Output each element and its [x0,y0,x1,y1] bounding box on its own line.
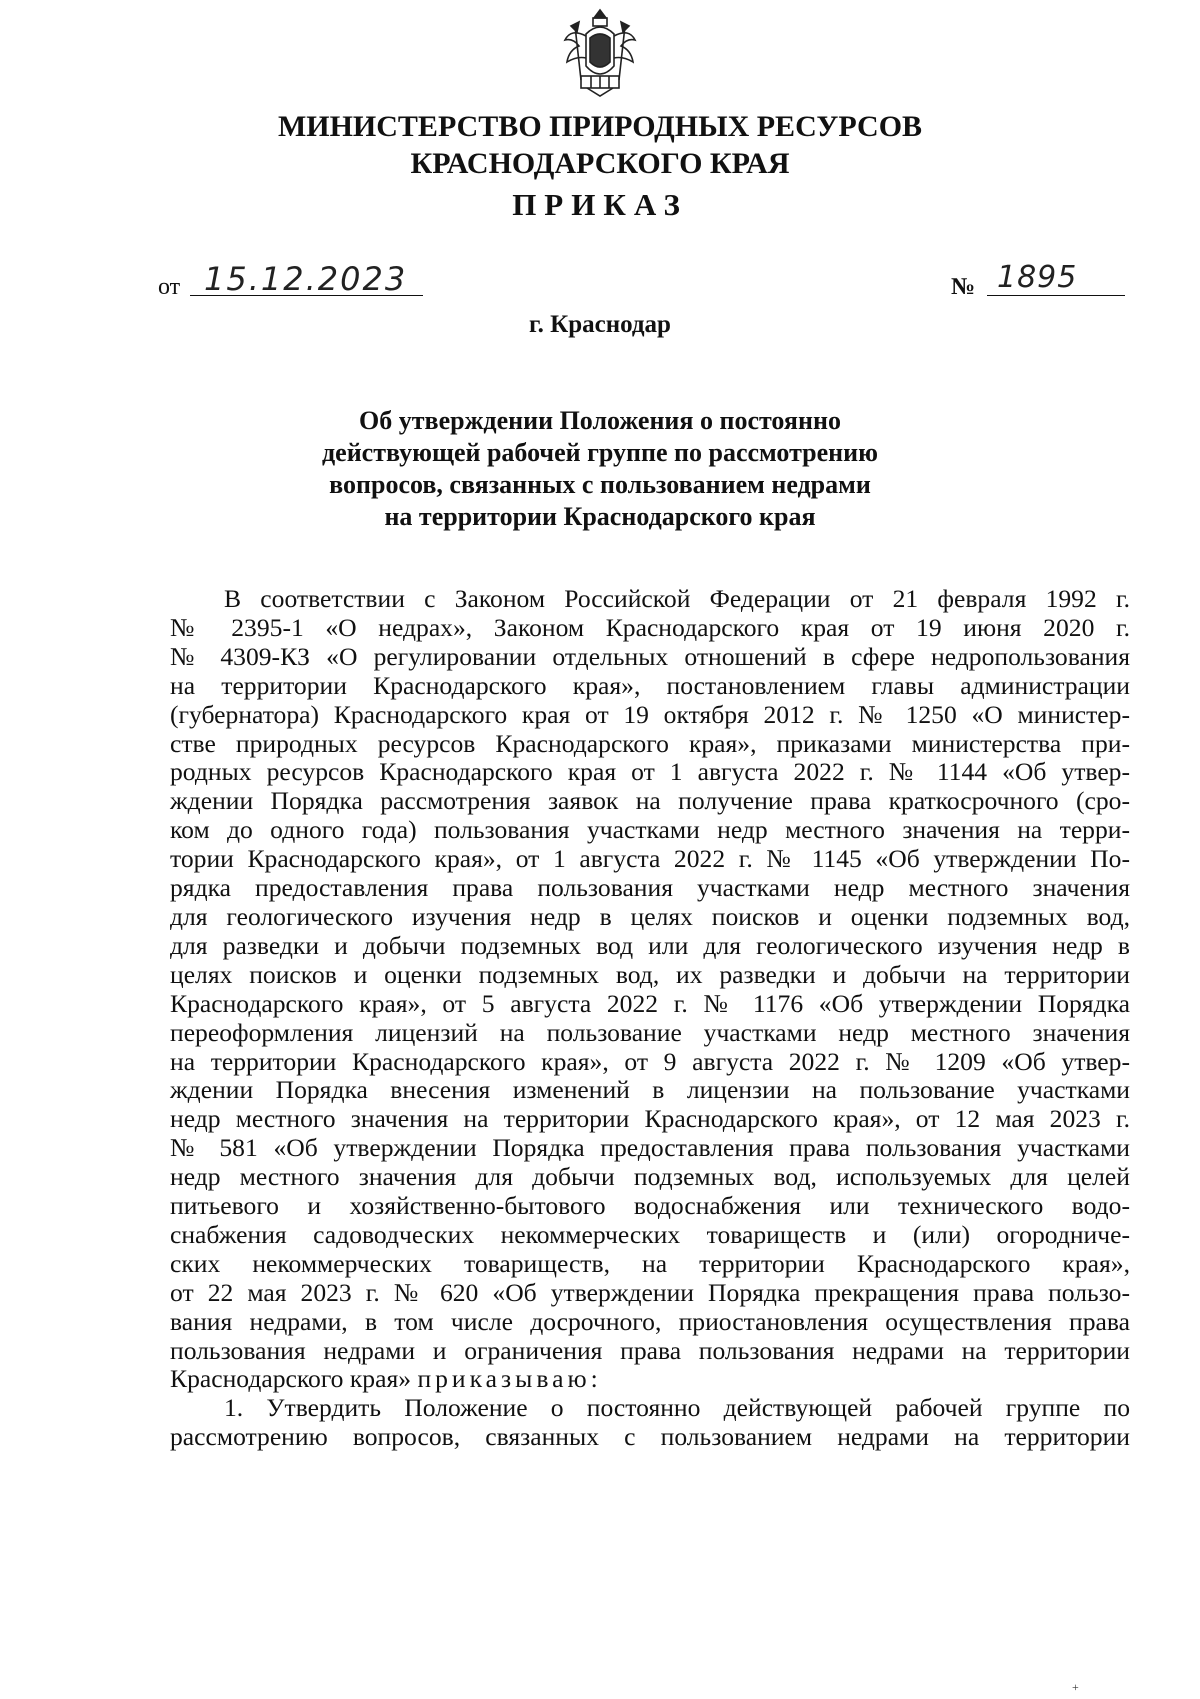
subject-line-1: Об утверждении Положения о постоянно [359,406,841,435]
coat-of-arms-icon [557,6,643,100]
body-line: целях поисков и оценки подземных вод, их разведки и добычи на территории [170,959,1130,989]
body-line: ских некоммерческих товариществ, на территории Краснодарского края», [170,1248,1130,1278]
body-line: пользования недрами и ограничения права пользования недрами на территории [170,1335,1130,1365]
ministry-line-2: КРАСНОДАРСКОГО КРАЯ [410,147,790,180]
closing-word: приказываю: [417,1364,602,1394]
body-line: питьевого и хозяйственно-бытового водоснабжения или технического водо- [170,1191,1130,1221]
body-line: переоформления лицензий на пользование участками недр местного значения [170,1017,1130,1047]
body-line: снабжения садоводческих некоммерческих товариществ и (или) огородниче- [170,1219,1130,1249]
subject-line-3: вопросов, связанных с пользованием недрами [329,470,871,499]
body-line: стве природных ресурсов Краснодарского края», приказами министерства при- [170,728,1130,758]
body-line: (губернатора) Краснодарского края от 19 октября 2012 г. № 1250 «О министер- [170,699,1130,729]
date-prefix: от [158,274,181,300]
point-1-line-1: 1. Утвердить Положение о постоянно действующей рабочей группе по [224,1393,1130,1423]
body-line: от 22 мая 2023 г. № 620 «Об утверждении Порядка прекращения права пользо- [170,1277,1130,1307]
body-line: рядка предоставления права пользования участками недр местного значения [170,873,1130,903]
body-line: В соответствии с Законом Российской Федерации от 21 февраля 1992 г. [224,584,1130,613]
body-line: вания недрами, в том числе досрочного, приостановления осуществления права [170,1306,1130,1336]
body-line: ком до одного года) пользования участками недр местного значения на терри- [170,815,1130,845]
scan-mark: + [1072,1680,1079,1694]
subject-line-2: действующей рабочей группе по рассмотрению [322,438,878,467]
body-line: ждении Порядка внесения изменений в лицензии на пользование участками [170,1075,1130,1105]
body-line: недр местного значения для добычи подземных вод, используемых для целей [170,1162,1130,1192]
body-line: на территории Краснодарского края», постановлением главы администрации [170,670,1130,700]
subject-line-4: на территории Краснодарского края [384,502,816,531]
body-line: ждении Порядка рассмотрения заявок на получение права краткосрочного (сро- [170,786,1130,816]
number-value: 1895 [987,260,1125,296]
document-type: ПРИКАЗ [512,187,688,222]
closing-text: Краснодарского края» [170,1364,412,1394]
body-line: для разведки и добычи подземных вод или для геологического изучения недр в [170,930,1130,960]
body-closing-line [170,1365,1130,1394]
body-line: тории Краснодарского края», от 1 августа 2022 г. № 1145 «Об утверждении По- [170,844,1130,874]
point-1-line-2: рассмотрению вопросов, связанных с пользованием недрами на территории [170,1422,1130,1452]
body-line: № 2395-1 «О недрах», Законом Краснодарского края от 19 июня 2020 г. [170,612,1130,642]
body-line: Краснодарского края», от 5 августа 2022 г. № 1176 «Об утверждении Порядка [170,988,1130,1018]
number-prefix: № [951,274,976,300]
body-line: для геологического изучения недр в целях поисков и оценки подземных вод, [170,901,1130,931]
body-line: недр местного значения на территории Краснодарского края», от 12 мая 2023 г. [170,1104,1130,1134]
ministry-line-1: МИНИСТЕРСТВО ПРИРОДНЫХ РЕСУРСОВ [277,110,923,143]
date-value: 15.12.2023 [190,260,423,296]
body-line: № 581 «Об утверждении Порядка предоставления права пользования участками [170,1133,1130,1163]
body-line: № 4309-КЗ «О регулировании отдельных отношений в сфере недропользования [170,641,1130,671]
ministry-name [0,108,1200,182]
document-subject [0,405,1200,533]
body-line: родных ресурсов Краснодарского края от 1 августа 2022 г. № 1144 «Об утвер- [170,757,1130,787]
city: г. Краснодар [529,311,671,338]
body-line: на территории Краснодарского края», от 9 августа 2022 г. № 1209 «Об утвер- [170,1046,1130,1076]
document-body [170,585,1130,1452]
